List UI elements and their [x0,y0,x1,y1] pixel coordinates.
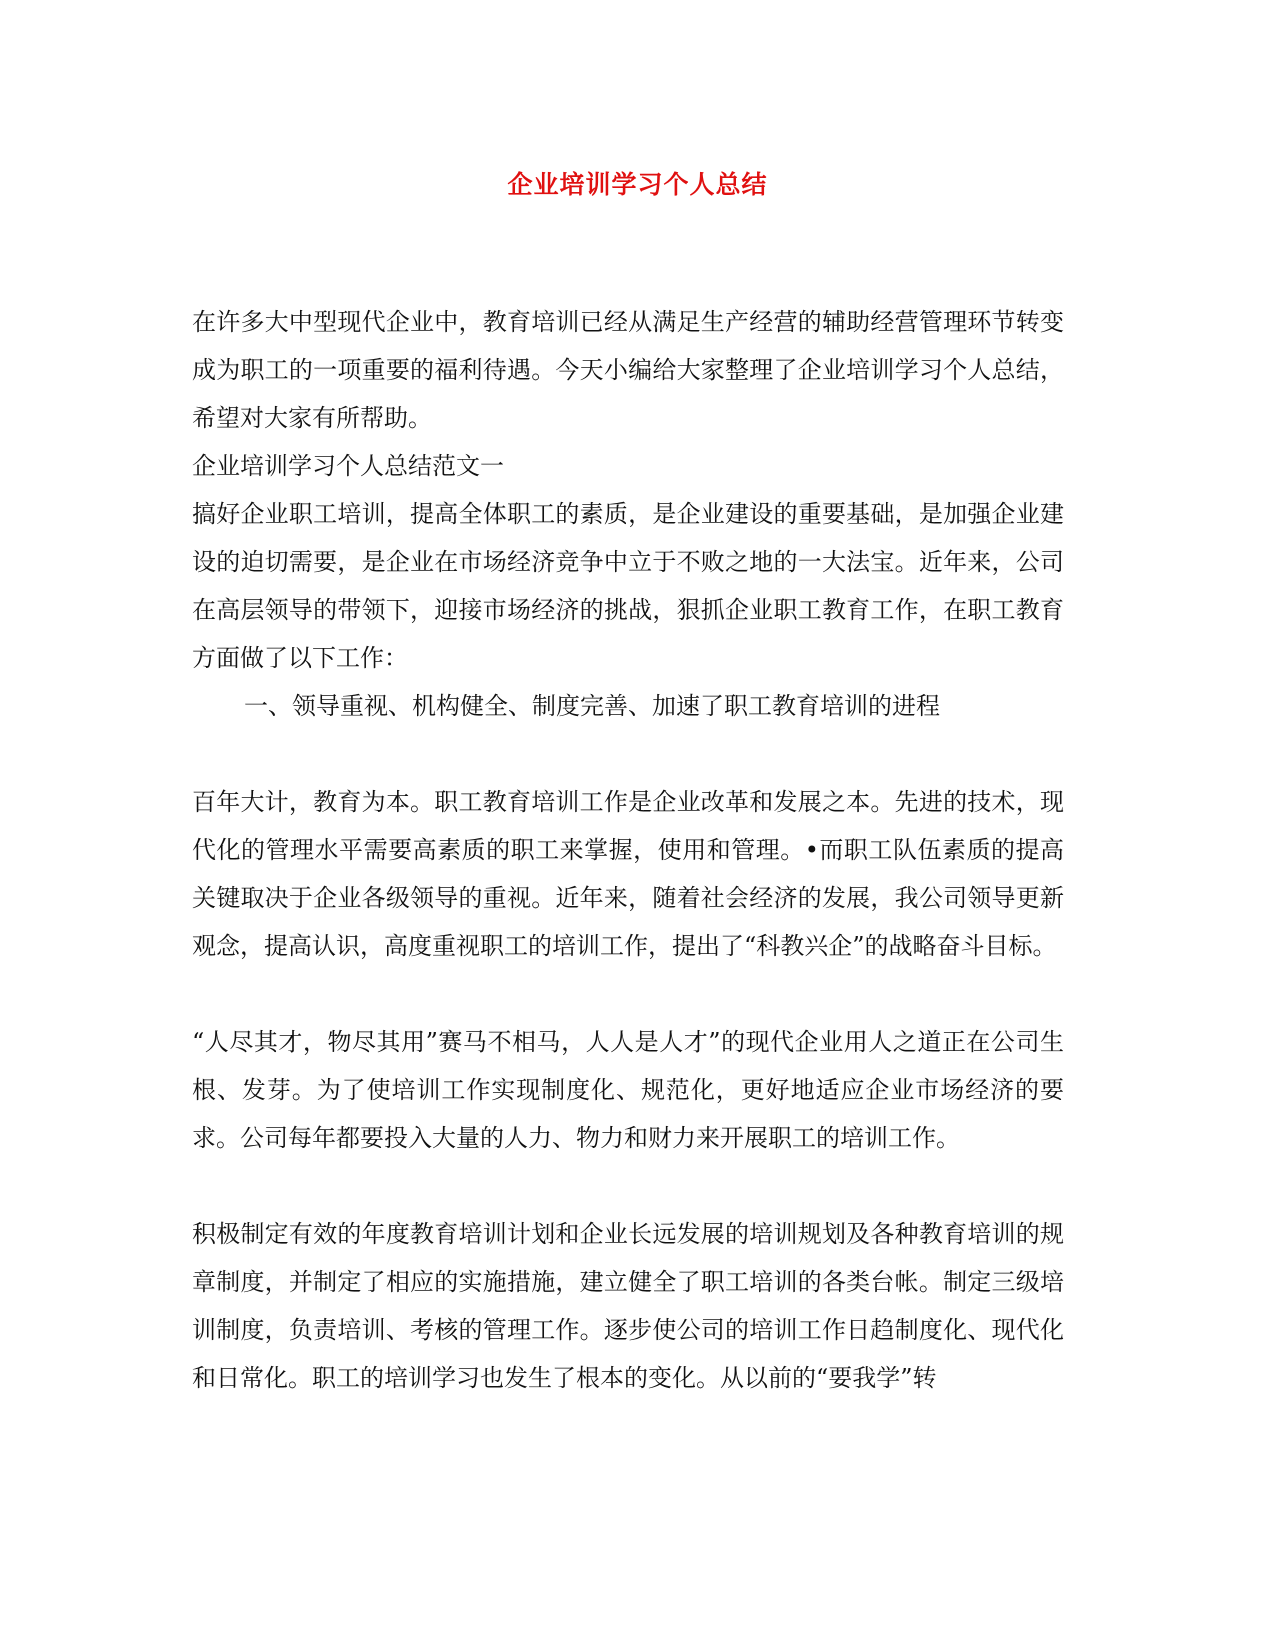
section-subtitle: 企业培训学习个人总结范文一 [192,452,504,480]
body-paragraph: 搞好企业职工培训，提高全体职工的素质，是企业建设的重要基础，是加强企业建设的迫切需要，是企业在市场经济竞争中立于不败之地的一大法宝。近年来，公司在高层领导的带领下，迎接市场经济的挑战，狠抓企业职工教育工作，在职工教育方面做了以下工作： [192,500,1064,672]
document-title: 企业培训学习个人总结 [507,170,768,199]
document-body [192,298,1064,1402]
body-paragraph: “人尽其才，物尽其用”赛马不相马，人人是人才”的现代企业用人之道正在公司生根、发芽。为了使培训工作实现制度化、规范化，更好地适应企业市场经济的要求。公司每年都要投入大量的人力、物力和财力来开展职工的培训工作。 [192,1028,1064,1152]
paragraph-spacer [192,970,1064,1018]
paragraph-spacer [192,730,1064,778]
body-paragraph: 百年大计，教育为本。职工教育培训工作是企业改革和发展之本。先进的技术，现代化的管理水平需要高素质的职工来掌握，使用和管理。•而职工队伍素质的提高关键取决于企业各级领导的重视。近年来，随着社会经济的发展，我公司领导更新观念，提高认识，高度重视职工的培训工作，提出了“科教兴企”的战略奋斗目标。 [192,788,1064,960]
section-heading: 一、领导重视、机构健全、制度完善、加速了职工教育培训的进程 [244,692,940,720]
body-paragraph: 积极制定有效的年度教育培训计划和企业长远发展的培训规划及各种教育培训的规章制度，并制定了相应的实施措施，建立健全了职工培训的各类台帐。制定三级培训制度，负责培训、考核的管理工作。逐步使公司的培训工作日趋制度化、现代化和日常化。职工的培训学习也发生了根本的变化。从以前的“要我学”转 [192,1220,1064,1392]
paragraph-spacer [192,1162,1064,1210]
intro-paragraph: 在许多大中型现代企业中，教育培训已经从满足生产经营的辅助经营管理环节转变成为职工的一项重要的福利待遇。今天小编给大家整理了企业培训学习个人总结，希望对大家有所帮助。 [192,308,1064,432]
